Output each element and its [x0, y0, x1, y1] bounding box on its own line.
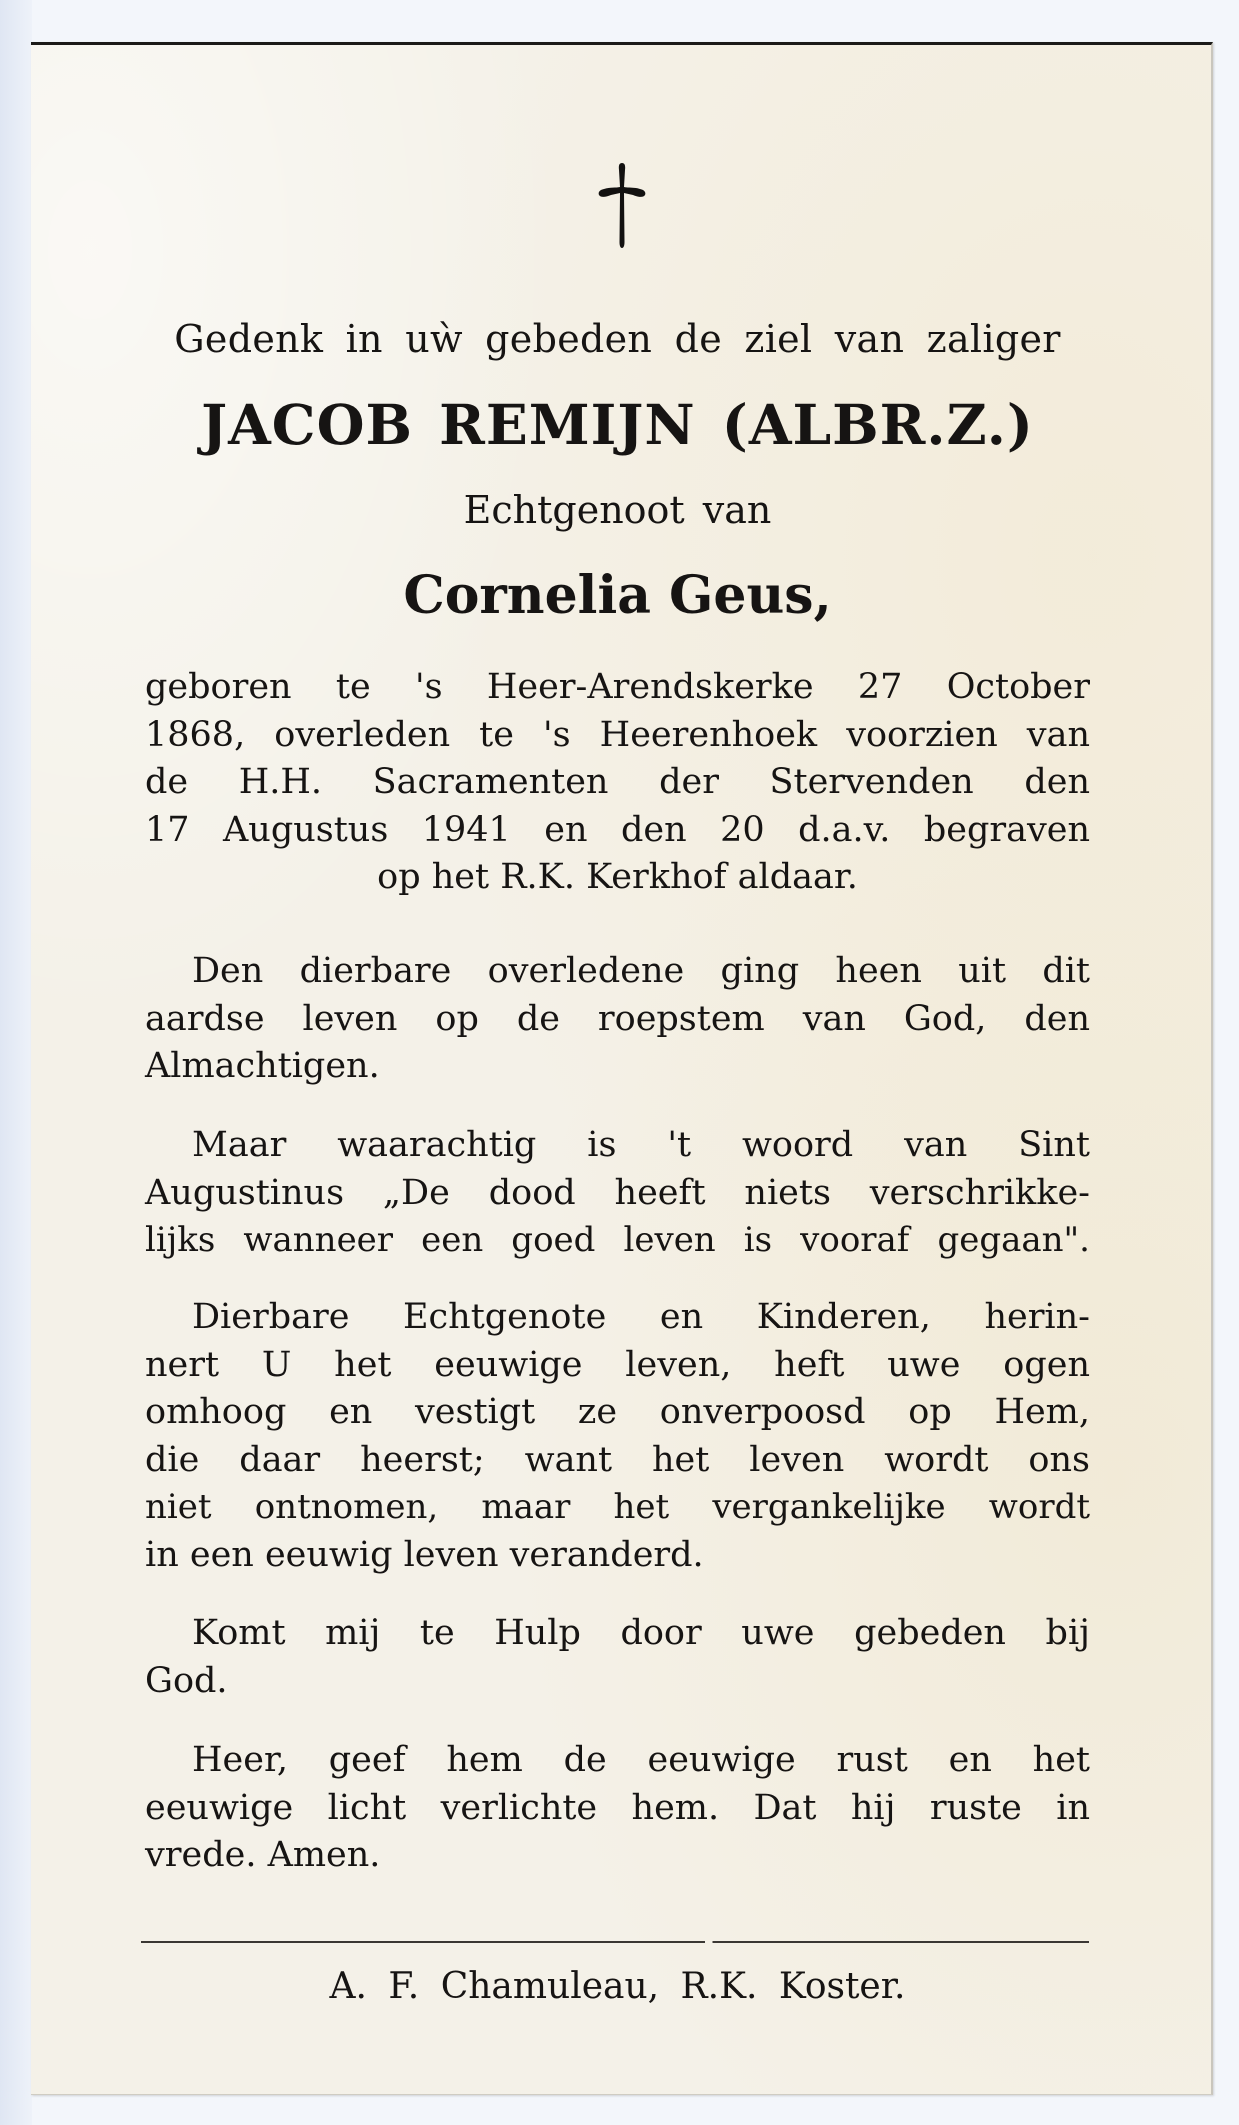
paragraph-line: Almachtigen.: [145, 1046, 380, 1086]
paragraph-line: God.: [145, 1660, 228, 1701]
paragraph-line: Augustinus „De dood heeft niets verschrikke-: [145, 1172, 1090, 1213]
paragraph-requiem: [145, 1737, 1090, 1880]
scan-background: [0, 0, 32, 2125]
paragraph-line: omhoog en vestigt ze onverpoosd op Hem,: [145, 1392, 1090, 1432]
biography-line: geboren te 's Heer-Arendskerke 27 October: [145, 667, 1090, 707]
paragraph-line: niet ontnomen, maar het vergankelijke wordt: [145, 1487, 1090, 1527]
paragraph-line: die daar heerst; want het leven wordt ons: [145, 1439, 1090, 1480]
deceased-name: JACOB REMIJN (ALBR.Z.): [201, 392, 1034, 457]
paragraph-line: nert U het eeuwige leven, heft uwe ogen: [145, 1344, 1090, 1385]
biography-line: 17 Augustus 1941 en den 20 d.a.v. begraven: [145, 809, 1090, 850]
paragraph-family: [145, 1294, 1090, 1579]
paragraph-line: aardse leven op de roepstem van God, den: [145, 998, 1090, 1039]
cross-icon: [596, 160, 648, 250]
paragraph-line: Dierbare Echtgenote en Kinderen, herin-: [192, 1297, 1090, 1337]
separator-line: [141, 1941, 1089, 1943]
biography-paragraph: [145, 664, 1090, 902]
paragraph-line: in een eeuwig leven veranderd.: [145, 1534, 704, 1575]
paragraph-line: Komt mij te Hulp door uwe gebeden bij: [192, 1613, 1090, 1653]
invocation-text: Gedenk in uẁ gebeden de ziel van zaliger: [174, 317, 1061, 361]
printer-credit: A. F. Chamuleau, R.K. Koster.: [329, 1966, 906, 2007]
paragraph-line: lijks wanneer een goed leven is vooraf gegaan".: [145, 1220, 1090, 1260]
paragraph-line: Maar waarachtig is 't woord van Sint: [192, 1125, 1090, 1165]
paragraph-line: vrede. Amen.: [145, 1835, 381, 1875]
paragraph-line: Den dierbare overledene ging heen uit dit: [192, 951, 1090, 991]
biography-line: de H.H. Sacramenten der Stervenden den: [145, 762, 1090, 802]
biography-line: op het R.K. Kerkhof aldaar.: [377, 857, 858, 897]
relation-text: Echtgenoot van: [463, 488, 772, 532]
paragraph-departure: [145, 948, 1090, 1091]
paragraph-line: eeuwige licht verlichte hem. Dat hij ruste in: [145, 1787, 1090, 1828]
paragraph-augustinus: [145, 1122, 1090, 1265]
paragraph-line: Heer, geef hem de eeuwige rust en het: [192, 1740, 1090, 1780]
biography-line: 1868, overleden te 's Heerenhoek voorzien van: [145, 714, 1090, 755]
spouse-name: Cornelia Geus,: [403, 565, 832, 626]
paragraph-prayer-request: [145, 1610, 1090, 1705]
